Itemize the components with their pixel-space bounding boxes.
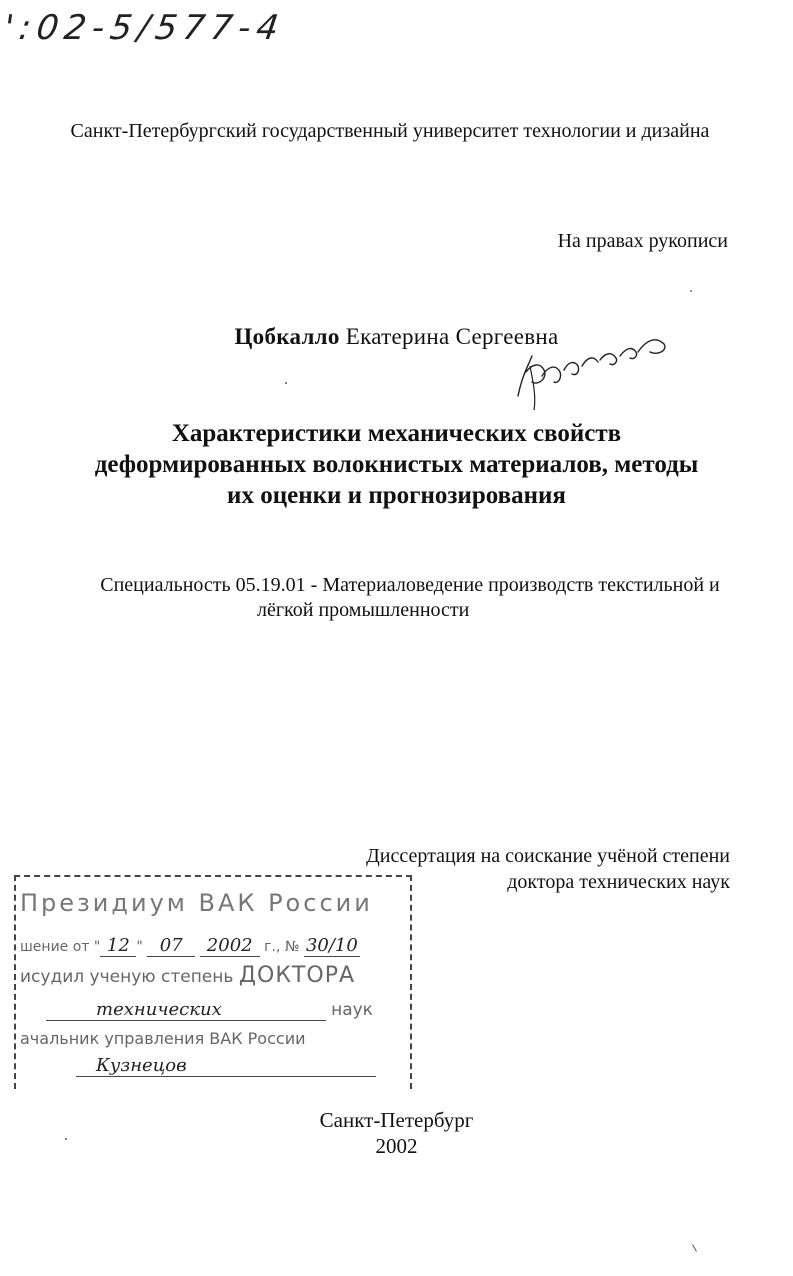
stamp-chief: ачальник управления ВАК России: [20, 1029, 306, 1048]
stamp-day: 12: [100, 935, 136, 957]
scan-speck: [65, 1138, 67, 1140]
author-surname: Цобкалло: [234, 324, 340, 349]
stamp-sciences-line: [46, 999, 406, 1021]
dissertation-title: [30, 418, 763, 511]
registration-number: ':02-5/577-4: [1, 8, 288, 48]
manuscript-note: На правах рукописи: [557, 230, 728, 252]
stamp-decision-line: шение от " 12 " 07 2002 г., № 30/10: [20, 935, 360, 957]
specialty-line-1: Специальность 05.19.01 - Материаловедение производств текстильной и: [100, 574, 720, 596]
stamp-number-prefix: г., №: [264, 939, 300, 955]
footer-year: 2002: [375, 1134, 418, 1158]
stamp-month: 07: [147, 935, 195, 957]
scan-speck: [285, 382, 287, 384]
university-name: Санкт-Петербургский государственный университет технологии и дизайна: [70, 120, 710, 142]
degree-line-2: доктора технических наук: [507, 871, 730, 893]
degree-line-1: Диссертация на соискание учёной степени: [366, 845, 730, 867]
footer-place-year: [0, 1107, 793, 1159]
stamp-year: 2002: [200, 935, 260, 957]
title-line-3: их оценки и прогнозирования: [227, 482, 566, 509]
stamp-title: Президиум ВАК России: [20, 889, 373, 917]
stamp-degree-prefix: исудил ученую степень: [20, 967, 234, 987]
stamp-degree: ДОКТОРА: [238, 963, 356, 988]
stamp-decision-prefix: шение от: [20, 939, 90, 955]
title-line-2: деформированных волокнистых материалов, методы: [94, 451, 699, 478]
specialty: [50, 573, 770, 623]
scan-mark: [692, 1244, 697, 1251]
specialty-line-2: лёгкой промышленности: [257, 599, 470, 621]
author-given-names: Екатерина Сергеевна: [345, 324, 559, 349]
stamp-field: технических: [46, 999, 326, 1021]
stamp-chief-signature: Кузнецов: [76, 1055, 376, 1077]
stamp-sciences: наук: [331, 1000, 373, 1020]
footer-city: Санкт-Петербург: [319, 1108, 474, 1132]
title-line-1: Характеристики механических свойств: [171, 420, 622, 447]
vak-stamp: [14, 875, 412, 1089]
author-signature: [508, 326, 678, 416]
stamp-signature-line: [76, 1055, 376, 1077]
scan-speck: [690, 290, 692, 292]
stamp-degree-line: [20, 963, 355, 988]
stamp-number: 30/10: [304, 935, 360, 957]
